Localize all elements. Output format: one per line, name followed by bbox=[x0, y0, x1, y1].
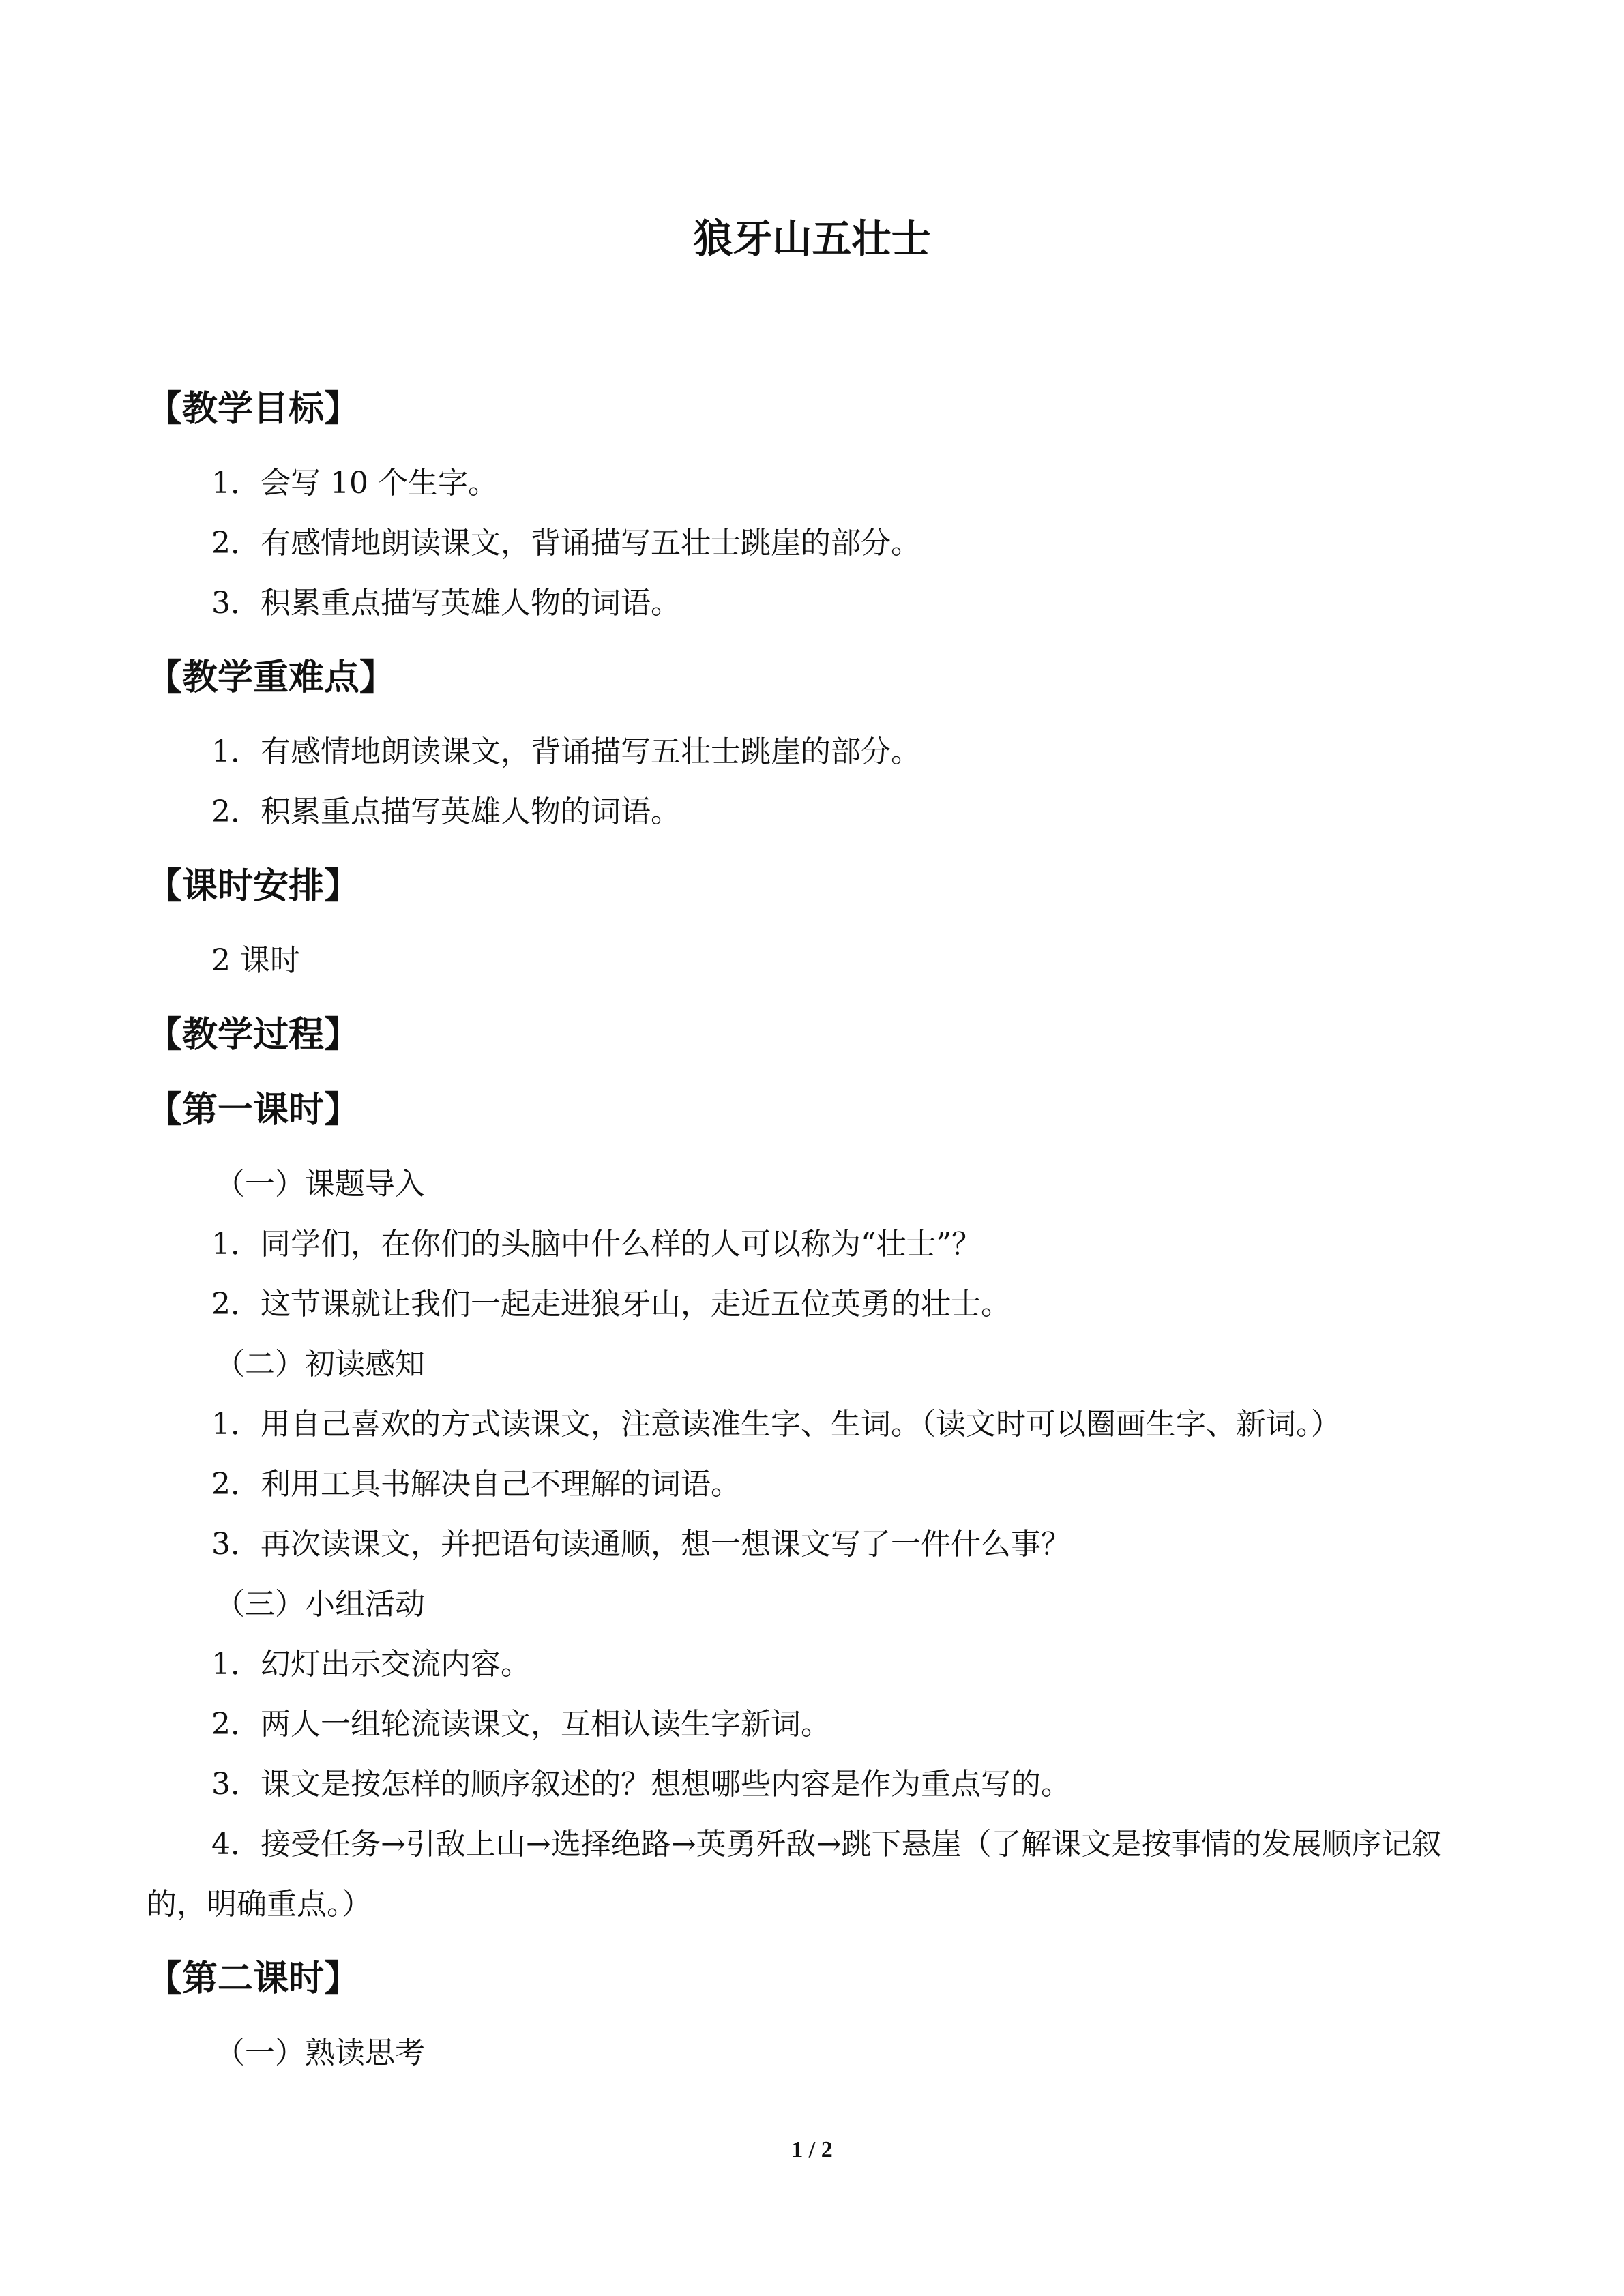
key-point-item: 1．有感情地朗读课文，背诵描写五壮士跳崖的部分。 bbox=[211, 734, 921, 769]
lesson1-part3-item: 1．幻灯出示交流内容。 bbox=[211, 1647, 531, 1682]
document-body bbox=[147, 378, 1483, 2083]
objective-item: 2．有感情地朗读课文，背诵描写五壮士跳崖的部分。 bbox=[211, 526, 921, 561]
lesson1-part2-item: 2．利用工具书解决自己不理解的词语。 bbox=[211, 1467, 741, 1502]
lesson2-heading: 【第二课时】 bbox=[147, 1958, 360, 1999]
process-heading: 【教学过程】 bbox=[147, 1015, 360, 1056]
lesson2-part1-title: （一）熟读思考 bbox=[215, 2036, 425, 2070]
objectives-heading: 【教学目标】 bbox=[147, 389, 360, 430]
lesson1-part3-title: （三）小组活动 bbox=[215, 1587, 425, 1622]
key-point-item: 2．积累重点描写英雄人物的词语。 bbox=[211, 794, 681, 829]
lesson1-part1-item: 1．同学们，在你们的头脑中什么样的人可以称为“壮士”？ bbox=[211, 1227, 981, 1262]
lesson1-part2-item: 1．用自己喜欢的方式读课文，注意读准生字、生词。（读文时可以圈画生字、新词。） bbox=[211, 1407, 1341, 1442]
lesson1-heading: 【第一课时】 bbox=[147, 1090, 360, 1131]
document-title: 狼牙山五壮士 bbox=[693, 215, 931, 262]
lesson1-part1-title: （一）课题导入 bbox=[215, 1167, 425, 1202]
lesson1-part3-long-item: 4．接受任务→引敌上山→选择绝路→英勇歼敌→跳下悬崖（了解课文是按事情的发展顺序记叙的，明确重点。） bbox=[147, 1827, 1442, 1922]
objective-item: 1．会写 10 个生字。 bbox=[211, 466, 498, 501]
objective-item: 3．积累重点描写英雄人物的词语。 bbox=[211, 586, 681, 621]
lesson1-part2-item: 3．再次读课文，并把语句读通顺，想一想课文写了一件什么事？ bbox=[211, 1527, 1071, 1562]
page-number: 1 / 2 bbox=[791, 2137, 833, 2162]
key-points-heading: 【教学重难点】 bbox=[147, 657, 396, 698]
lesson1-part2-title: （二）初读感知 bbox=[215, 1347, 425, 1382]
lesson1-part3-item: 3．课文是按怎样的顺序叙述的？想想哪些内容是作为重点写的。 bbox=[211, 1767, 1071, 1802]
schedule-value: 2 课时 bbox=[211, 943, 300, 978]
lesson1-part3-item: 2．两人一组轮流读课文，互相认读生字新词。 bbox=[211, 1707, 831, 1742]
schedule-heading: 【课时安排】 bbox=[147, 866, 360, 907]
lesson1-part1-item: 2．这节课就让我们一起走进狼牙山，走近五位英勇的壮士。 bbox=[211, 1287, 1011, 1322]
